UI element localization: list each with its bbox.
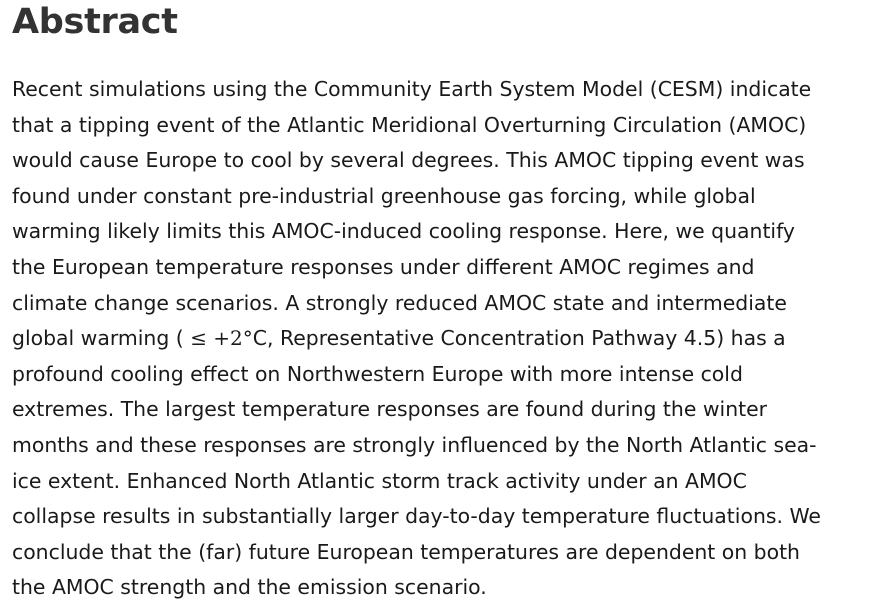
abstract-line: months and these responses are strongly influenced by the North Atlantic sea- [12, 432, 817, 457]
abstract-line: Recent simulations using the Community Earth System Model (CESM) indicate [12, 77, 812, 101]
abstract-line: ice extent. Enhanced North Atlantic storm track activity under an AMOC [12, 468, 747, 493]
abstract-line: would cause Europe to cool by several degrees. This AMOC tipping event was [12, 148, 805, 173]
abstract-line: climate change scenarios. A strongly reduced AMOC state and intermediate [12, 290, 787, 315]
abstract-line: the European temperature responses under different AMOC regimes and [12, 254, 755, 279]
math-expression: ≤ +2° [190, 326, 253, 351]
abstract-line: extremes. The largest temperature responses are found during the winter [12, 397, 768, 422]
abstract-line: the AMOC strength and the emission scenario. [12, 575, 487, 600]
abstract-line-segment: C, Representative Concentration Pathway 4.5) has a [252, 326, 786, 351]
abstract-heading: Abstract [12, 2, 178, 42]
abstract-line: collapse results in substantially larger day-to-day temperature fluctuations. We [12, 504, 821, 529]
abstract-line-with-math [12, 321, 874, 357]
abstract-line: warming likely limits this AMOC-induced cooling response. Here, we quantify [12, 219, 795, 244]
abstract-line: found under constant pre-industrial greenhouse gas forcing, while global [12, 183, 756, 208]
abstract-line-segment: global warming ( [12, 326, 191, 351]
abstract-section [12, 0, 874, 605]
abstract-line: conclude that the (far) future European temperatures are dependent on both [12, 539, 800, 564]
abstract-line: that a tipping event of the Atlantic Meridional Overturning Circulation (AMOC) [12, 112, 807, 137]
abstract-line: profound cooling effect on Northwestern Europe with more intense cold [12, 361, 743, 386]
abstract-paragraph [12, 72, 874, 606]
